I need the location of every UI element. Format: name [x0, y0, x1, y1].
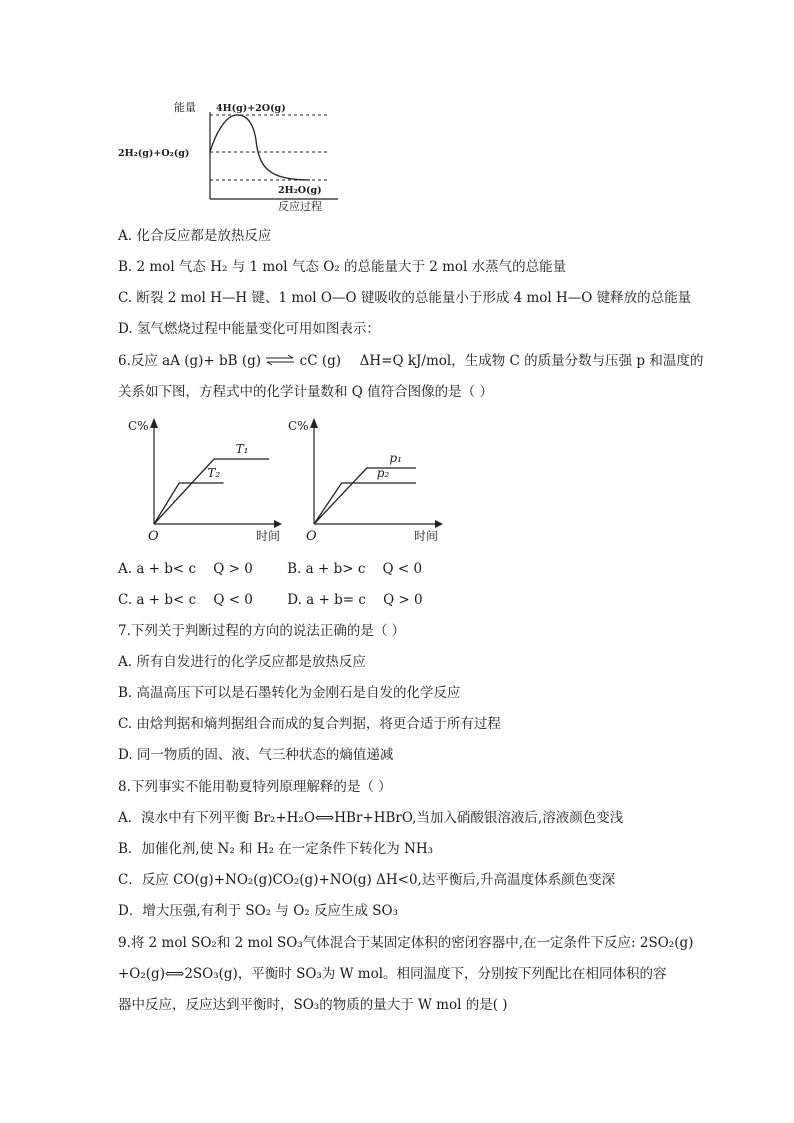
q9-line3: 器中反应，反应达到平衡时，SO₃的物质的量大于 W mol 的是( ) [118, 997, 508, 1013]
q7-stem: 7.下列关于判断过程的方向的说法正确的是（ ） [118, 623, 406, 639]
q6-options-row1: A. a + b< c Q > 0 B. a + b> c Q < 0 [118, 561, 423, 577]
energy-x-label: 反应过程 [278, 200, 322, 212]
energy-y-label: 能量 [174, 101, 196, 114]
chart1-series-1-label: T₁ [235, 442, 249, 456]
chart1-y-arrow-icon [150, 418, 158, 428]
q5-option-c: C. 断裂 2 mol H—H 键、1 mol O—O 键吸收的总能量小于形成 4 mol H—O 键释放的总能量 [118, 290, 692, 306]
q5-option-d: D. 氢气燃烧过程中能量变化可用如图表示： [118, 321, 380, 337]
chart1-y-label: C% [128, 419, 149, 433]
q8-option-a: A．溴水中有下列平衡 Br₂+H₂O⟺HBr+HBrO,当加入硝酸银溶液后,溶液颜色变浅 [118, 810, 624, 826]
chart2-series-1-label: p₁ [389, 451, 402, 465]
chart1-series-2-line [154, 483, 224, 524]
q7-option-c: C. 由焓判据和熵判据组合而成的复合判据，将更合适于所有过程 [118, 716, 501, 732]
chart2-series-2-line [314, 483, 416, 524]
q6-stem-line1 [118, 351, 703, 372]
equilibrium-arrow-icon [265, 352, 295, 372]
q9-line1: 9.将 2 mol SO₂和 2 mol SO₃气体混合于某固定体积的密闭容器中,在一定条件下反应: 2SO₂(g) [118, 935, 694, 951]
chart2-x-arrow-icon [435, 520, 443, 528]
q7-option-a: A. 所有自发进行的化学反应都是放热反应 [118, 654, 366, 670]
chart2-x-label: 时间 [414, 529, 439, 543]
q9-line2: +O₂(g)⟺2SO₃(g)，平衡时 SO₃为 W mol。相同温度下，分别按下列配比在相同体积的容 [118, 966, 667, 982]
chart2-series-1-line [314, 468, 416, 524]
q5-option-b: B. 2 mol 气态 H₂ 与 1 mol 气态 O₂ 的总能量大于 2 mol 水蒸气的总能量 [118, 259, 567, 275]
chart2-y-arrow-icon [310, 418, 318, 428]
energy-left-label: 2H₂(g)+O₂(g) [118, 148, 190, 159]
q5-option-a: A. 化合反应都是放热反应 [118, 228, 272, 244]
q6-stem-part-c: ΔH=Q kJ/mol，生成物 C 的质量分数与压强 p 和温度的 [359, 353, 704, 369]
chart1-origin-label: O [148, 529, 159, 544]
q8-option-c: C．反应 CO(g)+NO₂(g)CO₂(g)+NO(g) ΔH<0,达平衡后,升高温度体系颜色变深 [118, 872, 616, 888]
q7-option-b: B. 高温高压下可以是石墨转化为金刚石是自发的化学反应 [118, 685, 461, 701]
q6-options-row2: C. a + b< c Q < 0 D. a + b= c Q > 0 [118, 592, 423, 608]
chart-pressure [288, 412, 448, 548]
energy-curve [210, 115, 310, 180]
q6-stem-line2: 关系如下图，方程式中的化学计量数和 Q 值符合图像的是（ ） [118, 384, 493, 400]
q8-option-b: B．加催化剂,使 N₂ 和 H₂ 在一定条件下转化为 NH₃ [118, 841, 434, 857]
chart2-origin-label: O [306, 529, 317, 544]
chart2-y-label: C% [288, 419, 309, 433]
chart1-series-2-label: T₂ [207, 466, 221, 480]
q6-stem-part-a: 6.反应 aA (g)+ bB (g) [118, 353, 262, 369]
chart1-x-label: 时间 [256, 529, 281, 543]
q8-stem: 8.下列事实不能用勒夏特列原理解释的是（ ） [118, 779, 392, 795]
chart2-series-2-label: p₂ [376, 466, 390, 480]
chart1-x-arrow-icon [274, 520, 282, 528]
chart-temperature [122, 412, 282, 548]
q6-stem-part-b: cC (g) [299, 353, 342, 369]
energy-bottom-label: 2H₂O(g) [278, 185, 322, 196]
energy-diagram [118, 100, 358, 212]
energy-top-label: 4H(g)+2O(g) [216, 103, 286, 114]
q8-option-d: D．增大压强,有利于 SO₂ 与 O₂ 反应生成 SO₃ [118, 903, 399, 919]
q7-option-d: D. 同一物质的固、液、气三种状态的熵值递减 [118, 747, 394, 763]
